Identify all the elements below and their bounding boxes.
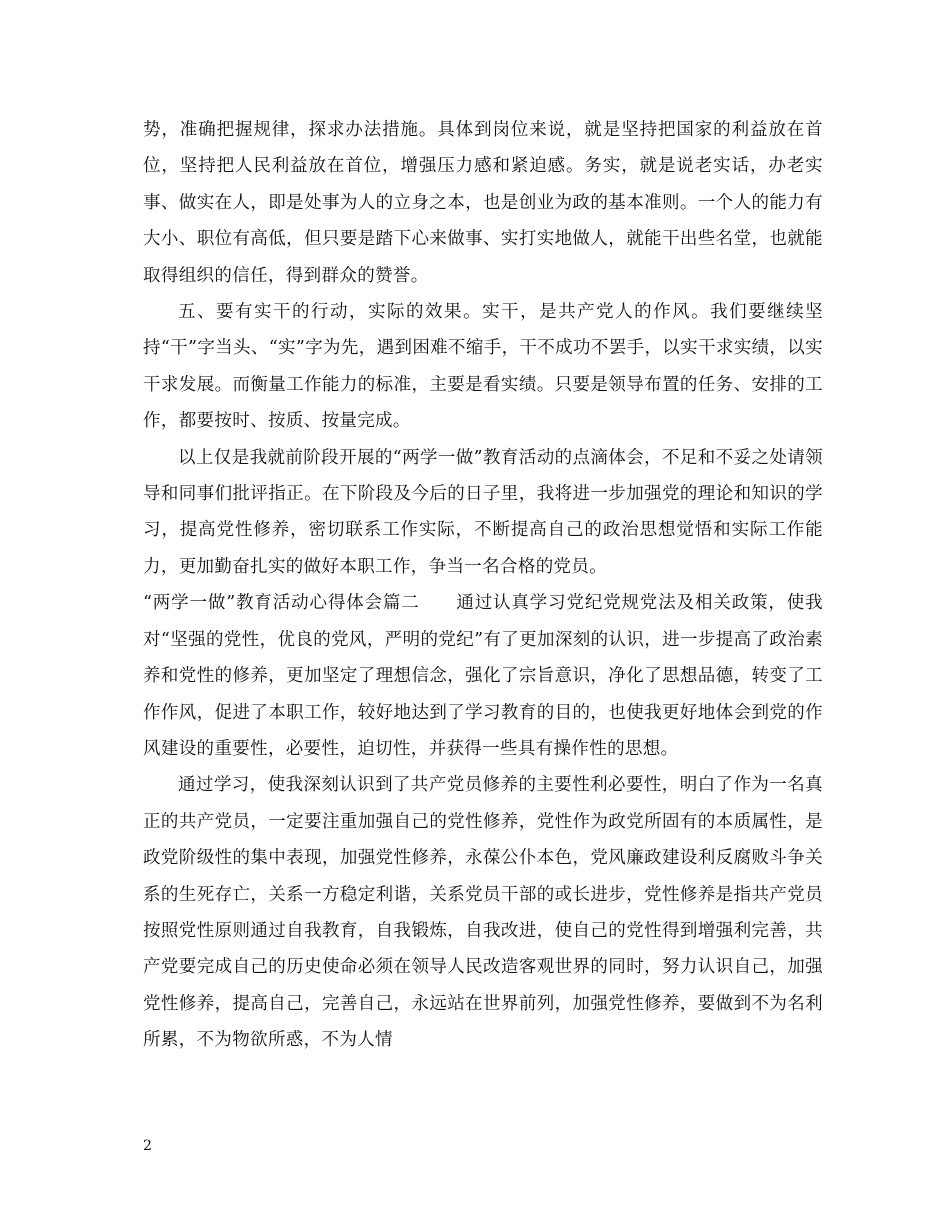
body-text [143,112,823,1059]
page-number: 2 [143,1138,152,1154]
paragraph-continuation: 势，准确把握规律，探求办法措施。具体到岗位来说，就是坚持把国家的利益放在首位，坚持把人民利益放在首位，增强压力感和紧迫感。务实，就是说老实话，办老实事、做实在人，即是处事为人的立身之本，也是创业为政的基本准则。一个人的能力有大小、职位有高低，但只要是踏下心来做事、实打实地做人，就能干出些名堂，也就能取得组织的信任，得到群众的赞誉。 [143,120,823,286]
paragraph-article-two-heading: “两学一做”教育活动心得体会篇二 通过认真学习党纪党规党法及相关政策，使我对“坚强的党性，优良的党风，严明的党纪”有了更加深刻的认识，进一步提高了政治素养和党性的修养，更加坚定了理想信念，强化了宗旨意识，净化了思想品德，转变了工作作风，促进了本职工作，较好地达到了学习教育的目的，也使我更好地体会到党的作风建设的重要性，必要性，迫切性，并获得一些具有操作性的思想。 [143,593,823,759]
paragraph-closing-remarks: 以上仅是我就前阶段开展的“两学一做”教育活动的点滴体会，不足和不妥之处请领导和同事们批评指正。在下阶段及今后的日子里，我将进一步加强党的理论和知识的学习，提高党性修养，密切联系工作实际，不断提高自己的政治思想觉悟和实际工作能力，更加勤奋扎实的做好本职工作，争当一名合格的党员。 [143,447,823,577]
paragraph-party-spirit: 通过学习，使我深刻认识到了共产党员修养的主要性利必要性，明白了作为一名真正的共产党员，一定要注重加强自己的党性修养，党性作为政党所固有的本质属性，是政党阶级性的集中表现，加强党性修养，永葆公仆本色，党风廉政建设利反腐败斗争关系的生死存亡，关系一方稳定利谐，关系党员干部的或长进步，党性修养是指共产党员按照党性原则通过自我教育，自我锻炼，自我改进，使自己的党性得到增强利完善，共产党要完成自己的历史使命必须在领导人民改造客观世界的同时，努力认识自己，加强党性修养，提高自己，完善自己，永远站在世界前列，加强党性修养，要做到不为名利所累，不为物欲所惑，不为人情 [143,775,823,1051]
paragraph-practical-action: 五、要有实干的行动，实际的效果。实干，是共产党人的作风。我们要继续坚持“干”字当头、“实”字为先，遇到困难不缩手，干不成功不罢手，以实干求实绩，以实干求发展。而衡量工作能力的标准，主要是看实绩。只要是领导布置的任务、安排的工作，都要按时、按质、按量完成。 [143,302,823,432]
